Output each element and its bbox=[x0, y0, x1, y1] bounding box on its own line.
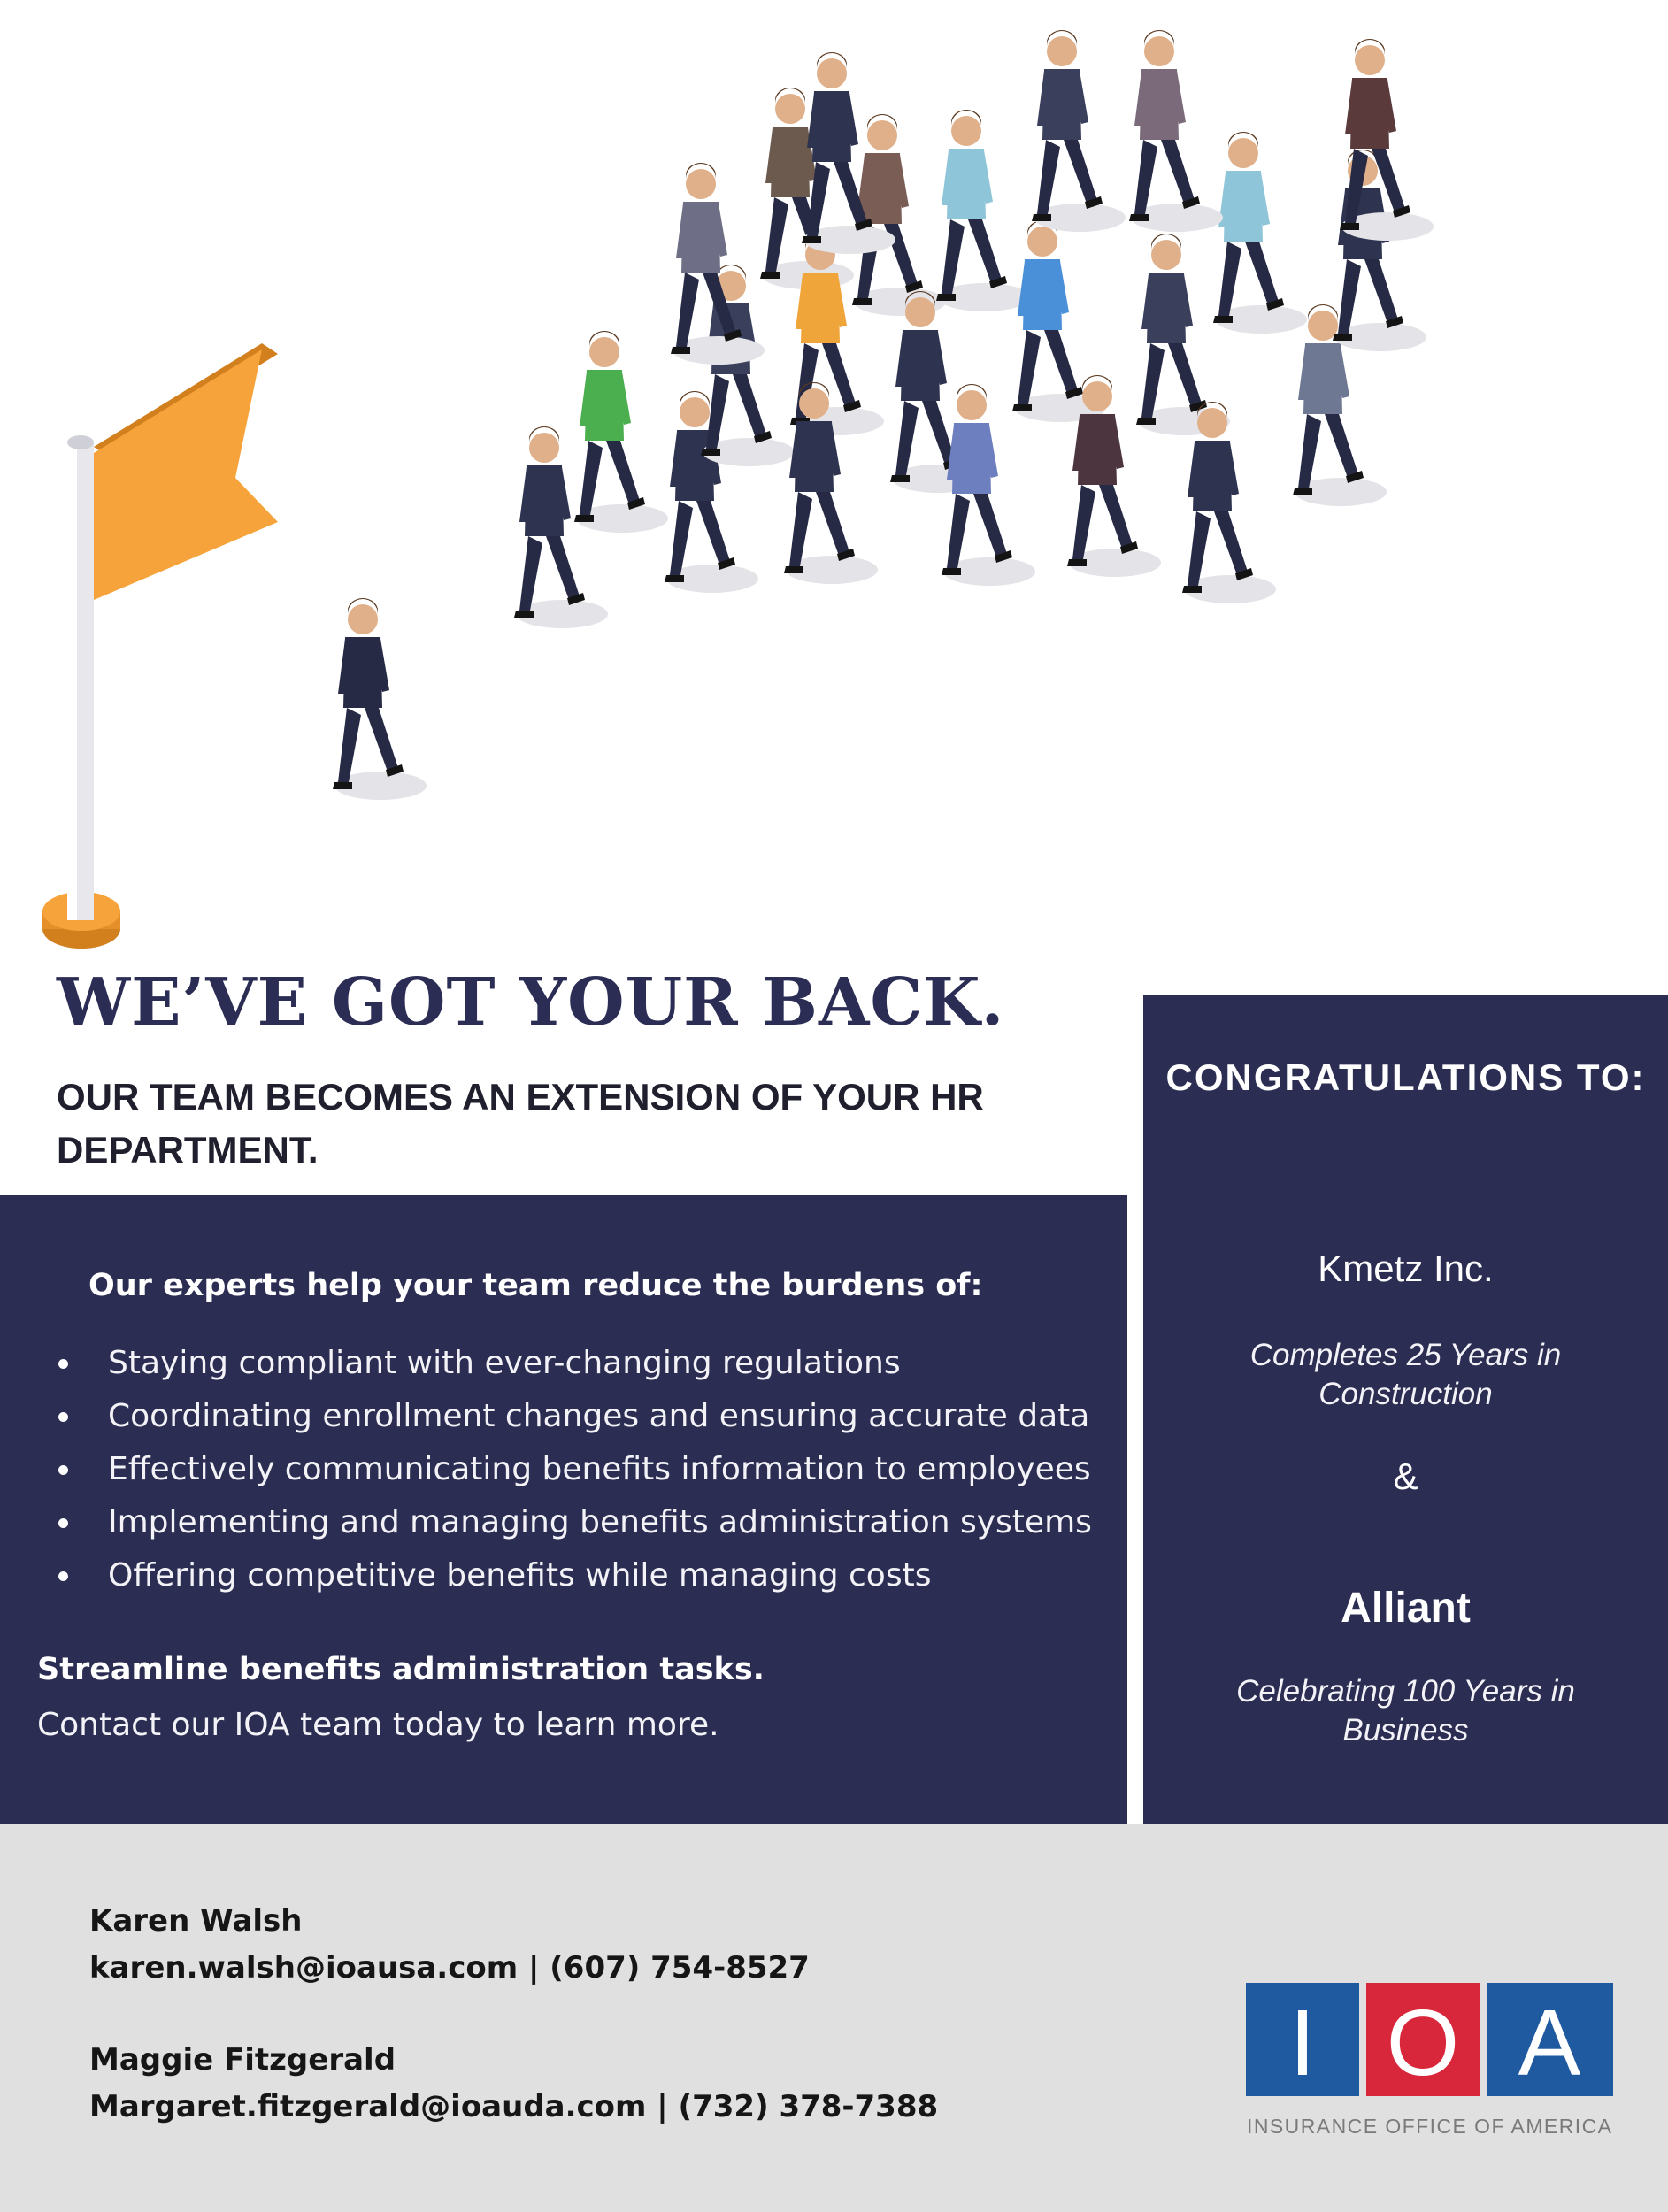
company-name-kmetz: Kmetz Inc. bbox=[1318, 1248, 1494, 1289]
company-name-alliant: Alliant bbox=[1341, 1585, 1471, 1632]
flag-icon bbox=[42, 343, 278, 949]
company-milestone-alliant: Celebrating 100 Years in Business bbox=[1236, 1674, 1575, 1747]
hero-illustration bbox=[0, 0, 1668, 964]
list-item bbox=[35, 1549, 1092, 1602]
list-item bbox=[35, 1337, 1092, 1390]
bullet-icon bbox=[58, 1359, 68, 1369]
contact-details[interactable]: karen.walsh@ioausa.com | (607) 754-8527 bbox=[89, 1950, 810, 1985]
list-item-text: Offering competitive benefits while managing costs bbox=[108, 1557, 932, 1594]
ioa-logo bbox=[1246, 1983, 1613, 2147]
contact-name: Karen Walsh bbox=[89, 1903, 303, 1939]
bullet-icon bbox=[58, 1412, 68, 1422]
contact-name: Maggie Fitzgerald bbox=[89, 2042, 396, 2078]
ampersand: & bbox=[1393, 1455, 1418, 1497]
bullet-icon bbox=[58, 1571, 68, 1581]
bullet-icon bbox=[58, 1518, 68, 1528]
list-item bbox=[35, 1443, 1092, 1496]
bullet-icon bbox=[58, 1465, 68, 1475]
congratulations-panel bbox=[1143, 995, 1668, 1824]
logo-letter: O bbox=[1386, 1991, 1460, 2095]
list-item-text: Coordinating enrollment changes and ensuring accurate data bbox=[108, 1398, 1090, 1434]
list-item bbox=[35, 1390, 1092, 1443]
contact-footer bbox=[0, 1824, 1668, 2212]
congrats-heading: CONGRATULATIONS TO: bbox=[1165, 1056, 1646, 1098]
company-milestone-kmetz: Completes 25 Years in Construction bbox=[1249, 1338, 1562, 1411]
contact-cta: Contact our IOA team today to learn more. bbox=[37, 1707, 719, 1743]
streamline-heading: Streamline benefits administration tasks. bbox=[37, 1652, 765, 1687]
list-item-text: Effectively communicating benefits information to employees bbox=[108, 1451, 1091, 1487]
burdens-list bbox=[35, 1337, 1092, 1602]
services-panel bbox=[0, 1195, 1127, 1824]
crowd-icon bbox=[514, 30, 1434, 628]
logo-letter: I bbox=[1289, 1991, 1316, 2095]
services-intro: Our experts help your team reduce the burdens of: bbox=[88, 1268, 983, 1303]
contact-details[interactable]: Margaret.fitzgerald@ioauda.com | (732) 378-7388 bbox=[89, 2089, 939, 2124]
subhead: OUR TEAM BECOMES AN EXTENSION OF YOUR HR DEPARTMENT. bbox=[57, 1076, 984, 1171]
list-item bbox=[35, 1496, 1092, 1549]
logo-tagline: INSURANCE OFFICE OF AMERICA bbox=[1247, 2115, 1611, 2138]
list-item-text: Staying compliant with ever-changing regulations bbox=[108, 1345, 901, 1381]
headline: WE’VE GOT YOUR BACK. bbox=[57, 964, 1005, 1041]
list-item-text: Implementing and managing benefits administration systems bbox=[108, 1504, 1092, 1540]
leader-figure-icon bbox=[333, 598, 427, 800]
logo-letter: A bbox=[1518, 1991, 1581, 2095]
